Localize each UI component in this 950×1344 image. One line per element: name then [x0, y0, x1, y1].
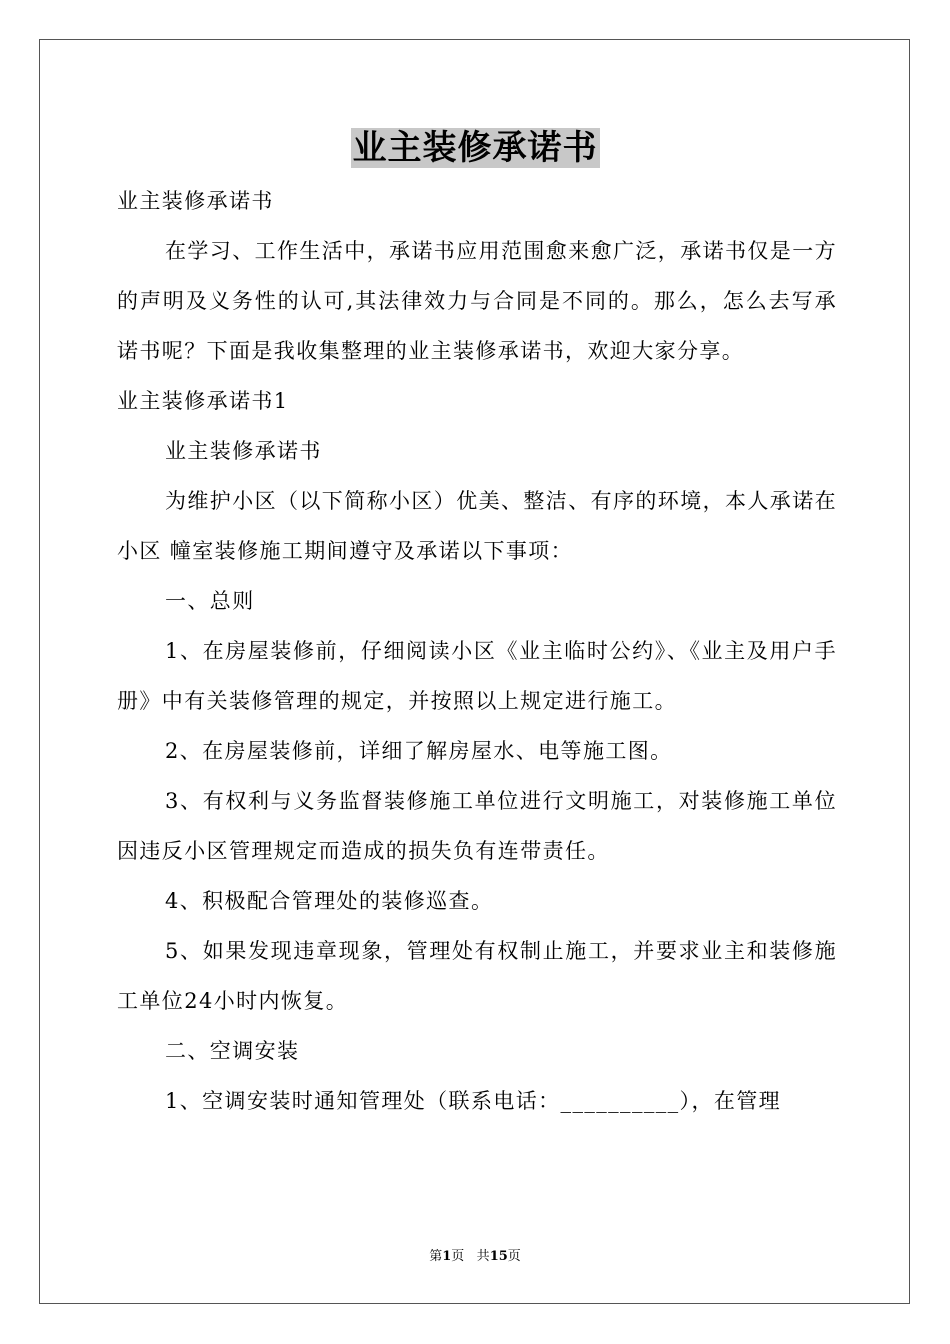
section-heading: 二、空调安装 — [165, 1039, 300, 1063]
document-title: 业主装修承诺书 — [352, 128, 598, 168]
paragraph: 业主装修承诺书 — [117, 189, 274, 213]
footer-prefix: 第 — [429, 1249, 443, 1264]
paragraph: 2、在房屋装修前，详细了解房屋水、电等施工图。 — [165, 739, 673, 763]
paragraph: 3、有权利与义务监督装修施工单位进行文明施工，对装修施工单位因违反小区管理规定而造成的损失负有连带责任。 — [117, 789, 837, 863]
paragraph: 为维护小区（以下简称小区）优美、整洁、有序的环境，本人承诺在小区 幢室装修施工期间遵守及承诺以下事项： — [117, 489, 837, 563]
title-area — [0, 128, 950, 168]
total-pages: 15 — [489, 1249, 508, 1264]
footer-total-suffix: 页 — [507, 1249, 521, 1264]
paragraph: 业主装修承诺书 — [165, 439, 322, 463]
paragraph: 1、空调安装时通知管理处（联系电话：__________），在管理 — [165, 1089, 782, 1113]
paragraph: 1、在房屋装修前，仔细阅读小区《业主临时公约》、《业主及用户手册》中有关装修管理的规定，并按照以上规定进行施工。 — [117, 639, 837, 713]
page-footer — [0, 1248, 950, 1266]
footer-total-prefix: 共 — [476, 1249, 490, 1264]
paragraph: 4、积极配合管理处的装修巡查。 — [165, 889, 494, 913]
paragraph: 在学习、工作生活中，承诺书应用范围愈来愈广泛，承诺书仅是一方的声明及义务性的认可,其法律效力与合同是不同的。那么，怎么去写承诺书呢？下面是我收集整理的业主装修承诺书，欢迎大家分享。 — [117, 239, 837, 363]
page-number: 1 — [442, 1249, 452, 1264]
footer-page-suffix: 页 — [451, 1249, 465, 1264]
paragraph: 业主装修承诺书1 — [117, 389, 289, 413]
section-heading: 一、总则 — [165, 589, 255, 613]
paragraph: 5、如果发现违章现象，管理处有权制止施工，并要求业主和装修施工单位24小时内恢复。 — [117, 939, 837, 1013]
document-body — [117, 176, 837, 1126]
